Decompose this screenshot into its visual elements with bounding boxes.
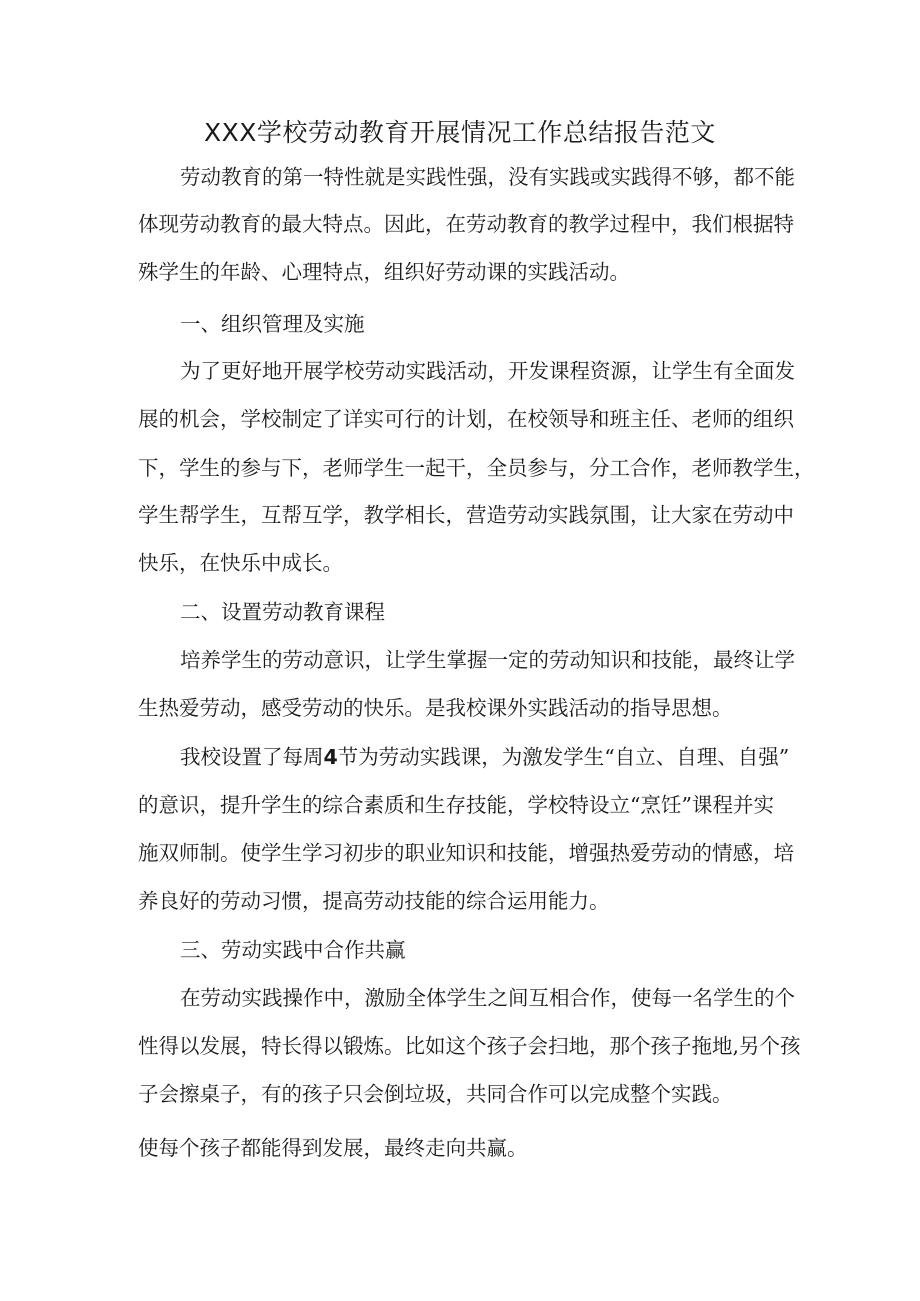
paragraph-line: 施双师制。使学生学习初步的职业知识和技能，增强热爱劳动的情感，培 xyxy=(138,841,794,865)
paragraph-line: 下，学生的参与下，老师学生一起干，全员参与，分工合作，老师教学生， xyxy=(138,456,815,480)
text-run: 节为劳动实践课，为激发学生“自立、自理、自强” xyxy=(337,745,790,769)
section-heading-3: 三、劳动实践中合作共赢 xyxy=(180,938,406,962)
paragraph-line: 性得以发展，特长得以锻炼。比如这个孩子会扫地，那个孩子拖地,另个孩 xyxy=(138,1034,801,1058)
closing-line: 使每个孩子都能得到发展，最终走向共赢。 xyxy=(138,1136,528,1160)
paragraph-line: 学生帮学生，互帮互学，教学相长，营造劳动实践氛围，让大家在劳动中 xyxy=(138,503,794,527)
paragraph-line: 养良好的劳动习惯，提高劳动技能的综合运用能力。 xyxy=(138,889,610,913)
paragraph-line: 为了更好地开展学校劳动实践活动，开发课程资源，让学生有全面发 xyxy=(180,359,795,383)
section-heading-2: 二、设置劳动教育课程 xyxy=(180,600,385,624)
paragraph-line: 快乐，在快乐中成长。 xyxy=(138,551,343,575)
paragraph-line: 殊学生的年龄、心理特点，组织好劳动课的实践活动。 xyxy=(138,260,630,284)
text-run: 我校设置了每周 xyxy=(180,745,324,769)
document-title: XXX学校劳动教育开展情况工作总结报告范文 xyxy=(204,118,716,147)
paragraph-line: 子会擦桌子，有的孩子只会倒垃圾，共同合作可以完成整个实践。 xyxy=(138,1082,733,1106)
paragraph-line: 生热爱劳动，感受劳动的快乐。是我校课外实践活动的指导思想。 xyxy=(138,696,733,720)
paragraph-line: 劳动教育的第一特性就是实践性强，没有实践或实践得不够，都不能 xyxy=(180,165,795,189)
paragraph-line: 展的机会，学校制定了详实可行的计划，在校领导和班主任、老师的组织 xyxy=(138,407,794,431)
paragraph-line: 培养学生的劳动意识，让学生掌握一定的劳动知识和技能，最终让学 xyxy=(180,648,795,672)
paragraph-line xyxy=(180,743,789,771)
section-heading-1: 一、组织管理及实施 xyxy=(180,312,365,336)
paragraph-line: 的意识，提升学生的综合素质和生存技能，学校特设立“烹饪”课程并实 xyxy=(138,793,774,817)
paragraph-line: 体现劳动教育的最大特点。因此，在劳动教育的教学过程中，我们根据特 xyxy=(138,212,794,236)
number-text: 4 xyxy=(323,745,338,769)
paragraph-line: 在劳动实践操作中，激励全体学生之间互相合作，使每一名学生的个 xyxy=(180,986,795,1010)
